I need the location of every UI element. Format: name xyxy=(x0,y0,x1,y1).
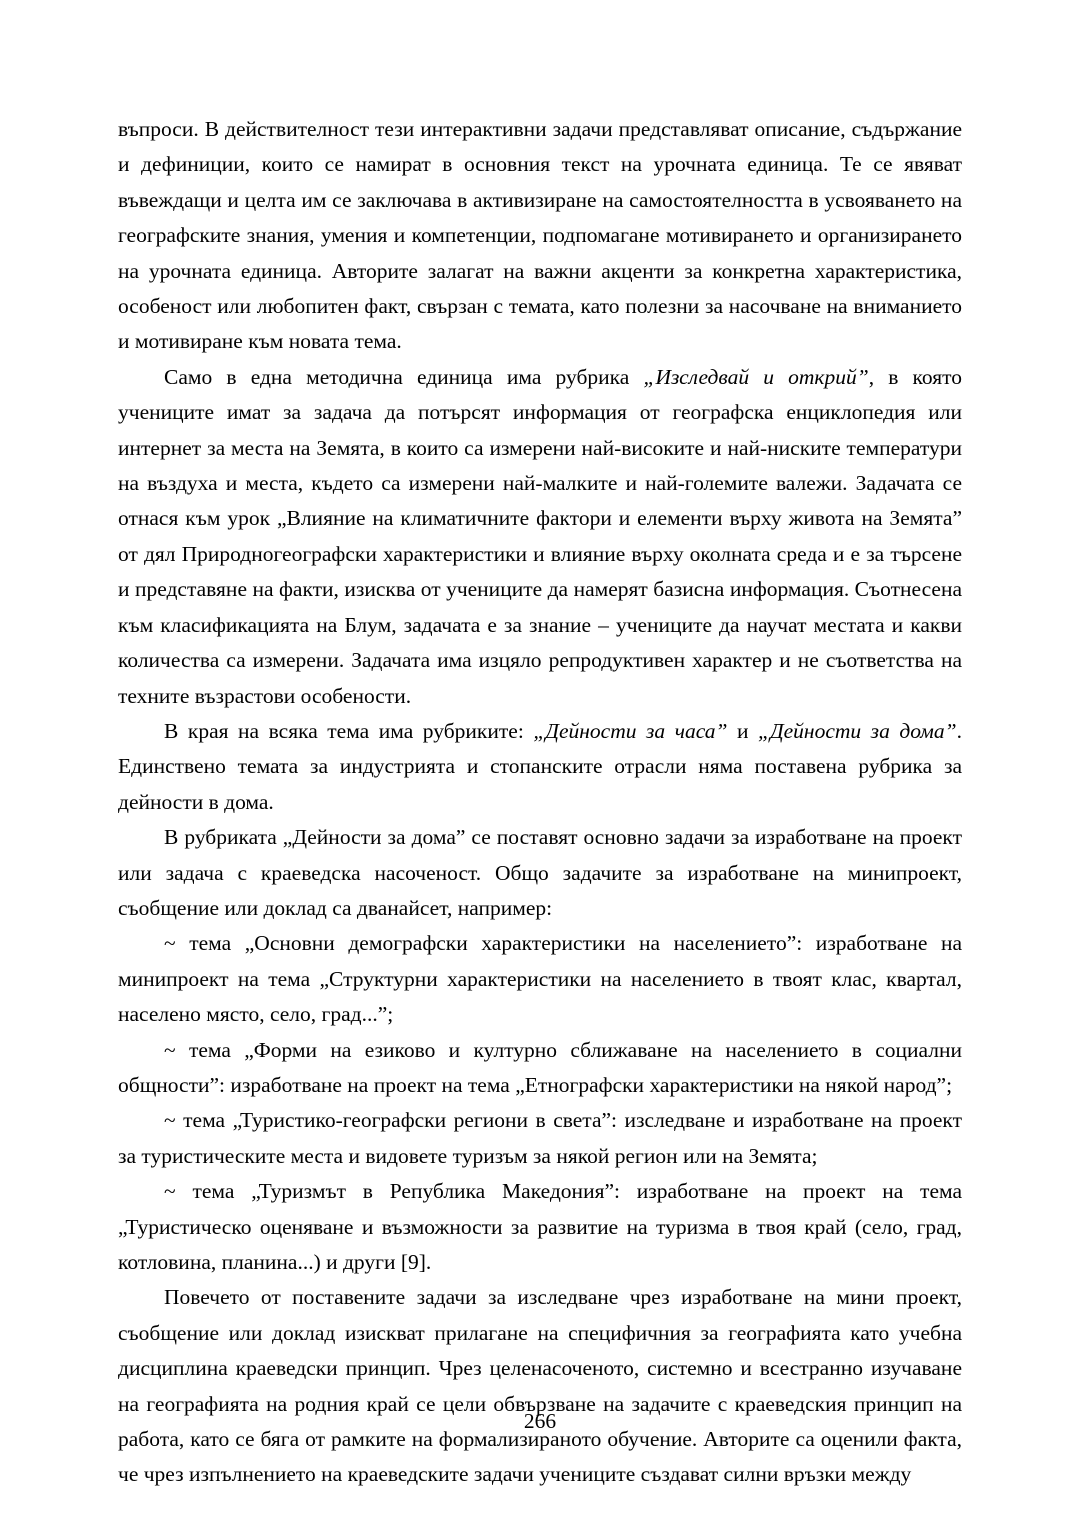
italic-text-run: „Дейности за дома” xyxy=(757,718,957,743)
page-body-text xyxy=(118,112,962,1493)
text-run: Повечето от поставените задачи за изследване чрез изработване на мини проект, съобщение или доклад изискват прилагане на специфичния за географията като учебна дисциплина краеведски принцип. Чрез целенасоченото, системно и всестранно изучаване на географията на родния край се цели обвързване на задачите с краеведския принцип на работа, като се бяга от рамките на формализираното обучение. Авторите са оценили факта, че чрез изпълнението на краеведските задачи учениците създават силни връзки между xyxy=(118,1285,962,1487)
paragraph xyxy=(118,112,962,360)
paragraph xyxy=(118,820,962,926)
paragraph xyxy=(118,714,962,820)
paragraph xyxy=(118,926,962,1032)
text-run: ~ тема „Основни демографски характеристики на населението”: изработване на минипроект на тема „Структурни характеристики на населението в твоят клас, квартал, населено място, село, град...”; xyxy=(118,931,962,1027)
italic-text-run: „Дейности за часа” xyxy=(533,718,728,743)
paragraph xyxy=(118,1174,962,1280)
text-run: В края на всяка тема има рубриките: xyxy=(164,718,534,743)
page-number: 266 xyxy=(523,1409,557,1433)
text-run: В рубриката „Дейности за дома” се поставят основно задачи за изработване на проект или задача с краеведска насоченост. Общо задачите за изработване на минипроект, съобщение или доклад са дванайсет, например: xyxy=(118,825,962,920)
text-run: въпроси. В действителност тези интерактивни задачи представляват описание, съдържание и дефиниции, които се намират в основния текст на урочната единица. Те се явяват въвеждащи и целта им се заключава в активизиране на самостоятелността в усвояването на географските знания, умения и компетенции, подпомагане мотивирането и организирането на урочната единица. Авторите залагат на важни акценти за конкретна характеристика, особеност или любопитен факт, свързан с темата, като полезни за насочване на вниманието и мотивиране към новата тема. xyxy=(118,117,962,354)
text-run: ~ тема „Туризмът в Република Македония”: изработване на проект на тема „Туристическо оценяване и възможности за развитие на туризма в твоя край (село, град, котловина, планина...) и други [9]. xyxy=(118,1179,962,1274)
text-run: ~ тема „Туристико-географски региони в света”: изследване и изработване на проект за туристическите места и видовете туризъм за някой регион или на Земята; xyxy=(118,1108,962,1168)
paragraph xyxy=(118,360,962,714)
italic-text-run: „Изследвай и открий” xyxy=(643,364,869,389)
paragraph xyxy=(118,1033,962,1104)
text-run: Само в една методична единица има рубрика xyxy=(164,364,644,389)
text-run: и xyxy=(727,718,758,743)
text-run: , в която учениците имат за задача да потърсят информация от географска енциклопедия или интернет за места на Земята, в които са измерени най-високите и най-ниските температури на въздуха и места, където са измерени най-малките и най-големите валежи. Задачата се отнася към урок „Влияние на климатичните фактори и елементи върху живота на Земята” от дял Природногеографски характеристики и влияние върху околната среда и е за търсене и представяне на факти, изисква от учениците да намерят базисна информация. Съотнесена към класификацията на Блум, задачата е за знание – учениците да научат местата и какви количества са измерени. Задачата има изцяло репродуктивен характер и не съответства на техните възрастови особености. xyxy=(118,364,962,708)
paragraph xyxy=(118,1280,962,1492)
text-run: . Единствено темата за индустрията и стопанските отрасли няма поставена рубрика за дейности в дома. xyxy=(118,718,962,814)
text-run: ~ тема „Форми на езиково и културно сближаване на населението в социални общности”: изработване на проект на тема „Етнографски характеристики на някой народ”; xyxy=(118,1037,962,1097)
paragraph xyxy=(118,1103,962,1174)
